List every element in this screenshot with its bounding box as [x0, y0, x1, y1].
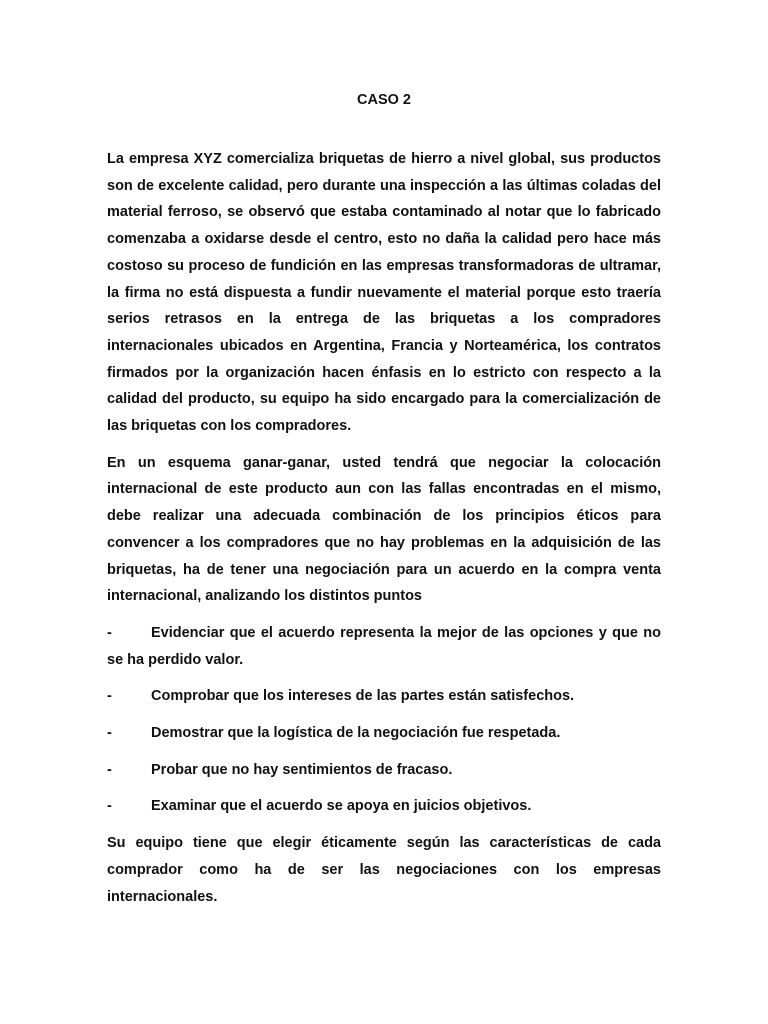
paragraph-intro: La empresa XYZ comercializa briquetas de hierro a nivel global, sus productos son de excelente calidad, pero durante una inspección a las últimas coladas del material ferroso, se observó que estaba contaminado al notar que lo fabricado comenzaba a oxidarse desde el centro, esto no daña la calidad pero hace más costoso su proceso de fundición en las empresas transformadoras de ultramar, la firma no está dispuesta a fundir nuevamente el material porque esto traería serios retrasos en la entrega de las briquetas a los compradores internacionales ubicados en Argentina, Francia y Norteamérica, los contratos firmados por la organización hacen énfasis en lo estricto con respecto a la calidad del producto, su equipo ha sido encargado para la comercialización de las briquetas con los compradores. — [107, 151, 661, 435]
paragraph-task: En un esquema ganar-ganar, usted tendrá que negociar la colocación internacional de este producto aun con las fallas encontradas en el mismo, debe realizar una adecuada combinación de los principios éticos para convencer a los compradores que no hay problemas en la adquisición de las briquetas, ha de tener una negociación para un acuerdo en la compra venta internacional, analizando los distintos puntos — [107, 454, 661, 605]
bullet-marker: - — [107, 761, 112, 778]
document-title: CASO 2 — [357, 92, 411, 108]
list-item — [107, 793, 661, 820]
bullet-marker: - — [107, 725, 112, 742]
list-item — [107, 620, 661, 673]
bullet-text: Examinar que el acuerdo se apoya en juicios objetivos. — [151, 798, 532, 815]
bullet-marker: - — [107, 798, 112, 815]
list-item — [107, 720, 661, 747]
bullet-marker: - — [107, 624, 112, 641]
list-item — [107, 757, 661, 784]
paragraph-closing: Su equipo tiene que elegir éticamente según las características de cada comprador como ha de ser las negociaciones con los empresas internacionales. — [107, 835, 661, 905]
bullet-text: Evidenciar que el acuerdo representa la mejor de las opciones y que no se ha perdido valor. — [107, 624, 661, 668]
bullet-text: Probar que no hay sentimientos de fracaso. — [151, 761, 453, 778]
bullet-marker: - — [107, 688, 112, 705]
list-item — [107, 683, 661, 710]
document-body — [107, 146, 661, 920]
bullet-text: Comprobar que los intereses de las partes están satisfechos. — [151, 688, 575, 705]
bullet-text: Demostrar que la logística de la negociación fue respetada. — [151, 725, 561, 742]
